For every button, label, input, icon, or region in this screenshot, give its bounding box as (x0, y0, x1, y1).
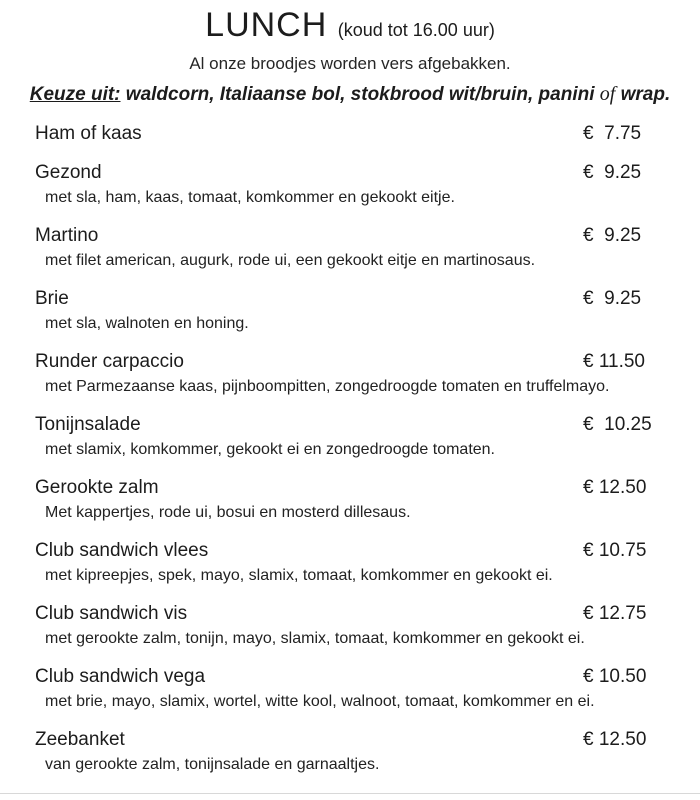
bread-choice-last-option: wrap. (615, 84, 671, 105)
bread-choice-options: waldcorn, Italiaanse bol, stokbrood wit/bruin, panini (120, 84, 600, 105)
page-title: LUNCH (205, 6, 328, 44)
menu-item-name: Club sandwich vega (35, 666, 206, 687)
bottom-divider (0, 793, 700, 794)
menu-item-name: Ham of kaas (35, 123, 142, 144)
menu-item-row (35, 349, 680, 375)
menu-item-price: € 12.50 (583, 729, 647, 750)
menu-item-row (35, 160, 680, 186)
menu-item-description: met gerookte zalm, tonijn, mayo, slamix, tomaat, komkommer en gekookt ei. (45, 630, 585, 647)
menu-item-price: € 7.75 (583, 123, 642, 144)
menu-item-description: van gerookte zalm, tonijnsalade en garnaaltjes. (45, 756, 380, 773)
menu-item-description: met sla, walnoten en honing. (45, 315, 249, 332)
bread-choice-line (0, 83, 700, 106)
menu-item-price: € 9.25 (583, 288, 642, 309)
menu-item-name: Gezond (35, 162, 102, 183)
title-line (0, 6, 700, 45)
menu-item-price: € 10.50 (583, 666, 647, 687)
menu-item-description: met brie, mayo, slamix, wortel, witte kool, walnoot, tomaat, komkommer en ei. (45, 693, 595, 710)
menu-item-row (35, 664, 680, 690)
page-title-suffix: (koud tot 16.00 uur) (337, 20, 495, 40)
menu-item-price: € 10.75 (583, 540, 647, 561)
menu-item-name: Zeebanket (35, 729, 125, 750)
menu-item (35, 475, 680, 525)
menu-item (35, 160, 680, 210)
menu-item (35, 538, 680, 588)
menu-header (0, 0, 700, 106)
menu-subtitle: Al onze broodjes worden vers afgebakken. (189, 54, 511, 73)
menu-item (35, 727, 680, 777)
menu-item-description: met kipreepjes, spek, mayo, slamix, tomaat, komkommer en gekookt ei. (45, 567, 553, 584)
menu-item-list (0, 121, 700, 777)
menu-item-name: Club sandwich vlees (35, 540, 209, 561)
menu-item-description: met sla, ham, kaas, tomaat, komkommer en gekookt eitje. (45, 189, 455, 206)
menu-item-description: Met kappertjes, rode ui, bosui en mosterd dillesaus. (45, 504, 411, 521)
menu-item-row (35, 475, 680, 501)
menu-item-price: € 11.50 (583, 351, 645, 372)
bread-choice-connector: of (599, 83, 616, 105)
menu-item-name: Tonijnsalade (35, 414, 141, 435)
menu-item (35, 223, 680, 273)
menu-item-price: € 9.25 (583, 225, 642, 246)
menu-item-price: € 9.25 (583, 162, 642, 183)
menu-item-price: € 12.75 (583, 603, 647, 624)
menu-item (35, 349, 680, 399)
menu-item-row (35, 601, 680, 627)
menu-item (35, 601, 680, 651)
menu-item (35, 412, 680, 462)
bread-choice-label: Keuze uit: (29, 84, 121, 105)
menu-item-row (35, 412, 680, 438)
menu-item (35, 286, 680, 336)
menu-item-row (35, 121, 680, 147)
menu-item-description: met slamix, komkommer, gekookt ei en zongedroogde tomaten. (45, 441, 495, 458)
menu-item-price: € 12.50 (583, 477, 647, 498)
menu-item-row (35, 223, 680, 249)
menu-item-row (35, 727, 680, 753)
menu-item-name: Martino (35, 225, 99, 246)
menu-item-price: € 10.25 (583, 414, 652, 435)
menu-item-name: Club sandwich vis (35, 603, 188, 624)
menu-item-row (35, 538, 680, 564)
menu-item-description: met Parmezaanse kaas, pijnboompitten, zongedroogde tomaten en truffelmayo. (45, 378, 610, 395)
menu-item (35, 121, 680, 147)
menu-item (35, 664, 680, 714)
menu-item-name: Runder carpaccio (35, 351, 184, 372)
menu-item-name: Brie (35, 288, 69, 309)
menu-item-name: Gerookte zalm (35, 477, 159, 498)
menu-item-row (35, 286, 680, 312)
menu-item-description: met filet american, augurk, rode ui, een gekookt eitje en martinosaus. (45, 252, 536, 269)
